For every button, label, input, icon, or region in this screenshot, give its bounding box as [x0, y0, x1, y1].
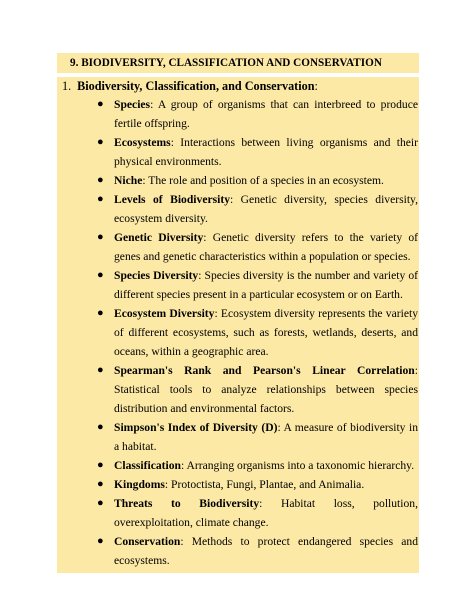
bullet-icon: ● — [97, 459, 104, 471]
section-title-suffix: : — [314, 79, 318, 93]
list-item — [57, 361, 419, 418]
list-item — [57, 532, 419, 570]
item-term: Classification — [114, 459, 181, 472]
item-description: : Interactions between living organisms and their physical environments. — [114, 136, 418, 168]
section-block — [57, 77, 419, 573]
list-item — [57, 95, 419, 133]
item-term: Genetic Diversity — [114, 231, 204, 244]
chapter-heading: 9. BIODIVERSITY, CLASSIFICATION AND CONSERVATION — [70, 57, 382, 69]
item-description: : Statistical tools to analyze relationships between species distribution and environmental factors. — [114, 364, 418, 415]
bullet-icon: ● — [97, 231, 104, 243]
bullet-icon: ● — [97, 497, 104, 509]
list-item — [57, 228, 419, 266]
section-number: 1. — [62, 79, 72, 93]
bullet-icon: ● — [97, 478, 104, 490]
bullet-icon: ● — [97, 421, 104, 433]
list-item — [57, 418, 419, 456]
section-title-row — [57, 77, 419, 95]
list-item — [57, 494, 419, 532]
item-term: Conservation — [114, 535, 181, 548]
bullet-icon: ● — [97, 307, 104, 319]
item-term: Species — [114, 98, 151, 111]
item-description: : Species diversity is the number and variety of different species present in a particular ecosystem or on Earth. — [114, 269, 419, 301]
bullet-icon: ● — [97, 174, 104, 186]
bullet-icon: ● — [97, 364, 104, 376]
item-description: : Methods to protect endangered species and ecosystems. — [114, 535, 418, 567]
list-item — [57, 190, 419, 228]
list-item — [57, 475, 419, 494]
item-description: : Arranging organisms into a taxonomic hierarchy. — [181, 459, 415, 472]
list-item — [57, 456, 419, 475]
bullet-icon: ● — [97, 535, 104, 547]
bullet-icon: ● — [97, 98, 104, 110]
item-description: : Ecosystem diversity represents the variety of different ecosystems, such as forests, wetlands, deserts, and oceans, within a geographic area. — [114, 307, 418, 358]
item-description: : The role and position of a species in an ecosystem. — [142, 174, 384, 187]
item-term: Spearman's Rank and Pearson's Linear Correlation — [114, 364, 415, 377]
item-description: : Protoctista, Fungi, Plantae, and Animalia. — [164, 478, 365, 491]
item-term: Threats to Biodiversity — [114, 497, 260, 510]
list-item — [57, 304, 419, 361]
item-description: : Genetic diversity, species diversity, ecosystem diversity. — [114, 193, 418, 225]
item-term: Kingdoms — [114, 478, 165, 491]
bullet-icon: ● — [97, 193, 104, 205]
item-term: Ecosystems — [114, 136, 171, 149]
item-description: : Genetic diversity refers to the variety of genes and genetic characteristics within a population or species. — [114, 231, 419, 263]
section-title: Biodiversity, Classification, and Conservation — [77, 79, 315, 93]
list-item — [57, 171, 419, 190]
item-description: : A measure of biodiversity in a habitat. — [114, 421, 418, 453]
list-item — [57, 266, 419, 304]
bullet-icon: ● — [97, 269, 104, 281]
item-term: Ecosystem Diversity — [114, 307, 215, 320]
item-term: Species Diversity — [114, 269, 199, 282]
term-list — [57, 95, 419, 570]
item-term: Simpson's Index of Diversity (D) — [114, 421, 278, 434]
item-term: Levels of Biodiversity — [114, 193, 231, 206]
bullet-icon: ● — [97, 136, 104, 148]
item-description: : Habitat loss, pollution, overexploitation, climate change. — [114, 497, 418, 529]
item-term: Niche — [114, 174, 143, 187]
item-description: : A group of organisms that can interbreed to produce fertile offspring. — [114, 98, 418, 130]
list-item — [57, 133, 419, 171]
